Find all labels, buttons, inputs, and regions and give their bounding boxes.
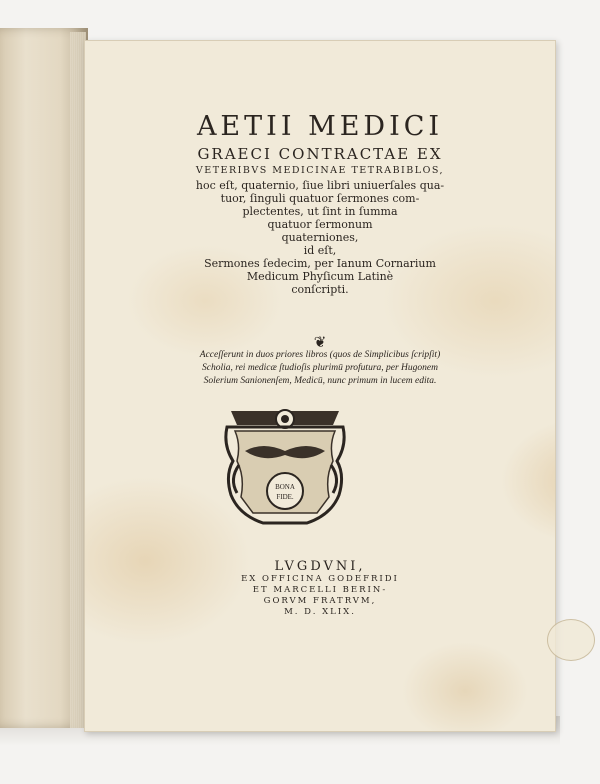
left-scroll (233, 465, 239, 493)
description-line: conſcripti. (291, 283, 349, 296)
imprint-date: M. D. XLIX. (284, 607, 356, 617)
device-face (281, 415, 289, 423)
right-scroll (331, 465, 337, 493)
imprint-line: GORVM FRATRVM, (263, 596, 377, 606)
description-line: plectentes, ut ſint in ſumma (242, 205, 398, 218)
description-line: hoc eſt, quaternio, ſiue libri uniuerſales qua- (195, 179, 445, 192)
description-line: Sermones ſedecim, per Ianum Cornarium (204, 257, 436, 270)
book-title: AETII MEDICI (196, 111, 444, 142)
note-line: Scholia, rei medicæ ſtudioſis plurimū profutura, per Hugonem (202, 363, 438, 373)
imprint-line: ET MARCELLI BERIN- (252, 585, 388, 595)
description-line: quaterniones, (281, 231, 359, 244)
imprint (85, 559, 555, 618)
motto-roundel (267, 473, 303, 509)
scholia-note (85, 349, 555, 388)
paper-tear (547, 619, 595, 661)
description-line: quatuor ſermonum (267, 218, 373, 231)
description-line: id eſt, (303, 244, 337, 257)
title-page (84, 40, 556, 732)
title-description (85, 179, 555, 296)
note-line: Solerium Sanionenſem, Medicū, nunc primum in lucem edita. (203, 376, 437, 386)
ornament-mark: ❦ (313, 333, 327, 351)
imprint-city: LVGDVNI, (274, 559, 366, 574)
imprint-line: EX OFFICINA GODEFRIDI (241, 574, 399, 584)
motto-text-line-2: FIDE. (276, 493, 294, 501)
subtitle-line-2: VETERIBVS MEDICINAE TETRABIBLOS, (195, 165, 445, 176)
motto-text-line-1: BONA (275, 483, 295, 491)
description-line: Medicum Phyſicum Latinè (246, 270, 394, 283)
note-line: Acceſſerunt in duos priores libros (quos de Simplicibus ſcripſit) (199, 350, 441, 360)
subtitle-line-1: GRAECI CONTRACTAE EX (197, 145, 443, 163)
description-line: tuor, ſinguli quatuor ſermones com- (220, 192, 420, 205)
printers-device-emblem (223, 405, 347, 533)
